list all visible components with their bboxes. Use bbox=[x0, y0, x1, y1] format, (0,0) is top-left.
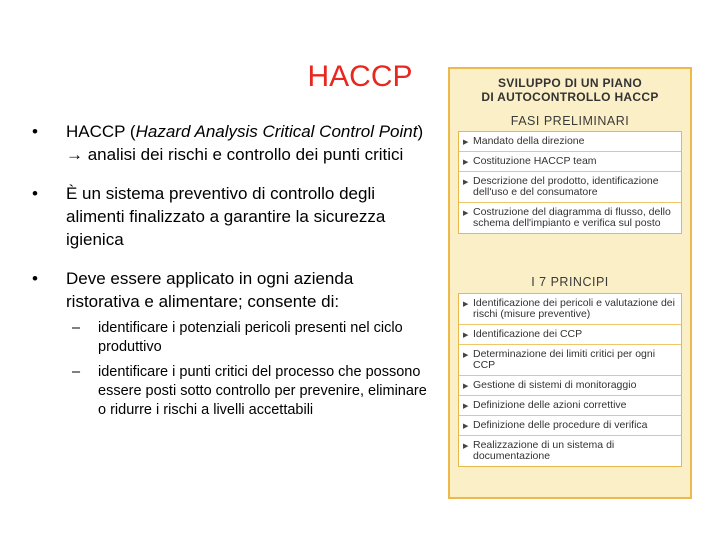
section-heading-principi: I 7 PRINCIPI bbox=[531, 275, 609, 289]
sub-bullet-text: identificare i potenziali pericoli presenti nel ciclo produttivo bbox=[98, 320, 403, 355]
item-text: Costruzione del diagramma di flusso, dello schema dell'impianto e verifica sul posto bbox=[473, 206, 671, 229]
slide-title: HACCP bbox=[307, 60, 413, 93]
item-text: Definizione delle procedure di verifica bbox=[473, 419, 648, 431]
triangle-icon: ▶ bbox=[463, 159, 469, 166]
principi-item bbox=[459, 416, 681, 436]
preliminari-item bbox=[459, 203, 681, 233]
item-text: Realizzazione di un sistema di documentazione bbox=[473, 439, 615, 462]
bullet-text-suffix: ) → analisi dei rischi e controllo dei punti critici bbox=[66, 122, 424, 164]
haccp-plan-panel bbox=[448, 67, 692, 499]
bullet-text-italic: Hazard Analysis Critical Control Point bbox=[135, 122, 418, 141]
triangle-icon: ▶ bbox=[463, 210, 469, 217]
sub-bullet-list bbox=[66, 319, 430, 420]
bullet-dot-icon: • bbox=[32, 122, 38, 141]
triangle-icon: ▶ bbox=[463, 443, 469, 450]
triangle-icon: ▶ bbox=[463, 352, 469, 359]
principi-item bbox=[459, 396, 681, 416]
triangle-icon: ▶ bbox=[463, 423, 469, 430]
principi-item bbox=[459, 376, 681, 396]
item-text: Mandato della direzione bbox=[473, 135, 585, 147]
bullet-item-sistema bbox=[30, 182, 430, 251]
principi-item bbox=[459, 345, 681, 376]
panel-title-line2: DI AUTOCONTROLLO HACCP bbox=[481, 90, 659, 104]
preliminari-item bbox=[459, 132, 681, 152]
item-text: Identificazione dei pericoli e valutazione dei rischi (misure preventive) bbox=[473, 297, 675, 320]
bullet-item-applicato bbox=[30, 267, 430, 420]
bullet-text: Deve essere applicato in ogni azienda ristorativa e alimentare; consente di: bbox=[66, 269, 354, 311]
triangle-icon: ▶ bbox=[463, 301, 469, 308]
item-text: Descrizione del prodotto, identificazione dell'uso e del consumatore bbox=[473, 175, 659, 198]
preliminari-box bbox=[458, 131, 682, 234]
bullet-dot-icon: • bbox=[32, 184, 38, 203]
triangle-icon: ▶ bbox=[463, 403, 469, 410]
item-text: Definizione delle azioni correttive bbox=[473, 399, 627, 411]
panel-title-line1: SVILUPPO DI UN PIANO bbox=[497, 76, 643, 90]
principi-item bbox=[459, 294, 681, 325]
sub-bullet-item bbox=[30, 319, 430, 357]
panel-title bbox=[450, 76, 690, 104]
principi-item bbox=[459, 325, 681, 345]
section-heading-preliminari: FASI PRELIMINARI bbox=[510, 114, 630, 128]
item-text: Identificazione dei CCP bbox=[473, 328, 583, 340]
bullet-text: È un sistema preventivo di controllo degli alimenti finalizzato a garantire la sicurezza igienica bbox=[66, 184, 386, 249]
bullet-text-prefix: HACCP ( bbox=[66, 122, 136, 141]
triangle-icon: ▶ bbox=[463, 383, 469, 390]
dash-icon: – bbox=[72, 364, 81, 380]
sub-bullet-text: identificare i punti critici del processo che possono essere posti sotto controllo per prevenire, eliminare o ridurre i rischi a livelli accettabili bbox=[98, 364, 427, 418]
preliminari-item bbox=[459, 152, 681, 172]
dash-icon: – bbox=[72, 320, 81, 336]
item-text: Determinazione dei limiti critici per ogni CCP bbox=[473, 348, 656, 371]
triangle-icon: ▶ bbox=[463, 332, 469, 339]
preliminari-item bbox=[459, 172, 681, 203]
bullet-list bbox=[30, 120, 430, 436]
bullet-item-haccp bbox=[30, 120, 430, 166]
bullet-dot-icon: • bbox=[32, 269, 38, 288]
sub-bullet-item bbox=[30, 363, 430, 420]
triangle-icon: ▶ bbox=[463, 139, 469, 146]
principi-box bbox=[458, 293, 682, 467]
principi-item bbox=[459, 436, 681, 466]
item-text: Gestione di sistemi di monitoraggio bbox=[473, 379, 637, 391]
item-text: Costituzione HACCP team bbox=[473, 155, 597, 167]
triangle-icon: ▶ bbox=[463, 179, 469, 186]
